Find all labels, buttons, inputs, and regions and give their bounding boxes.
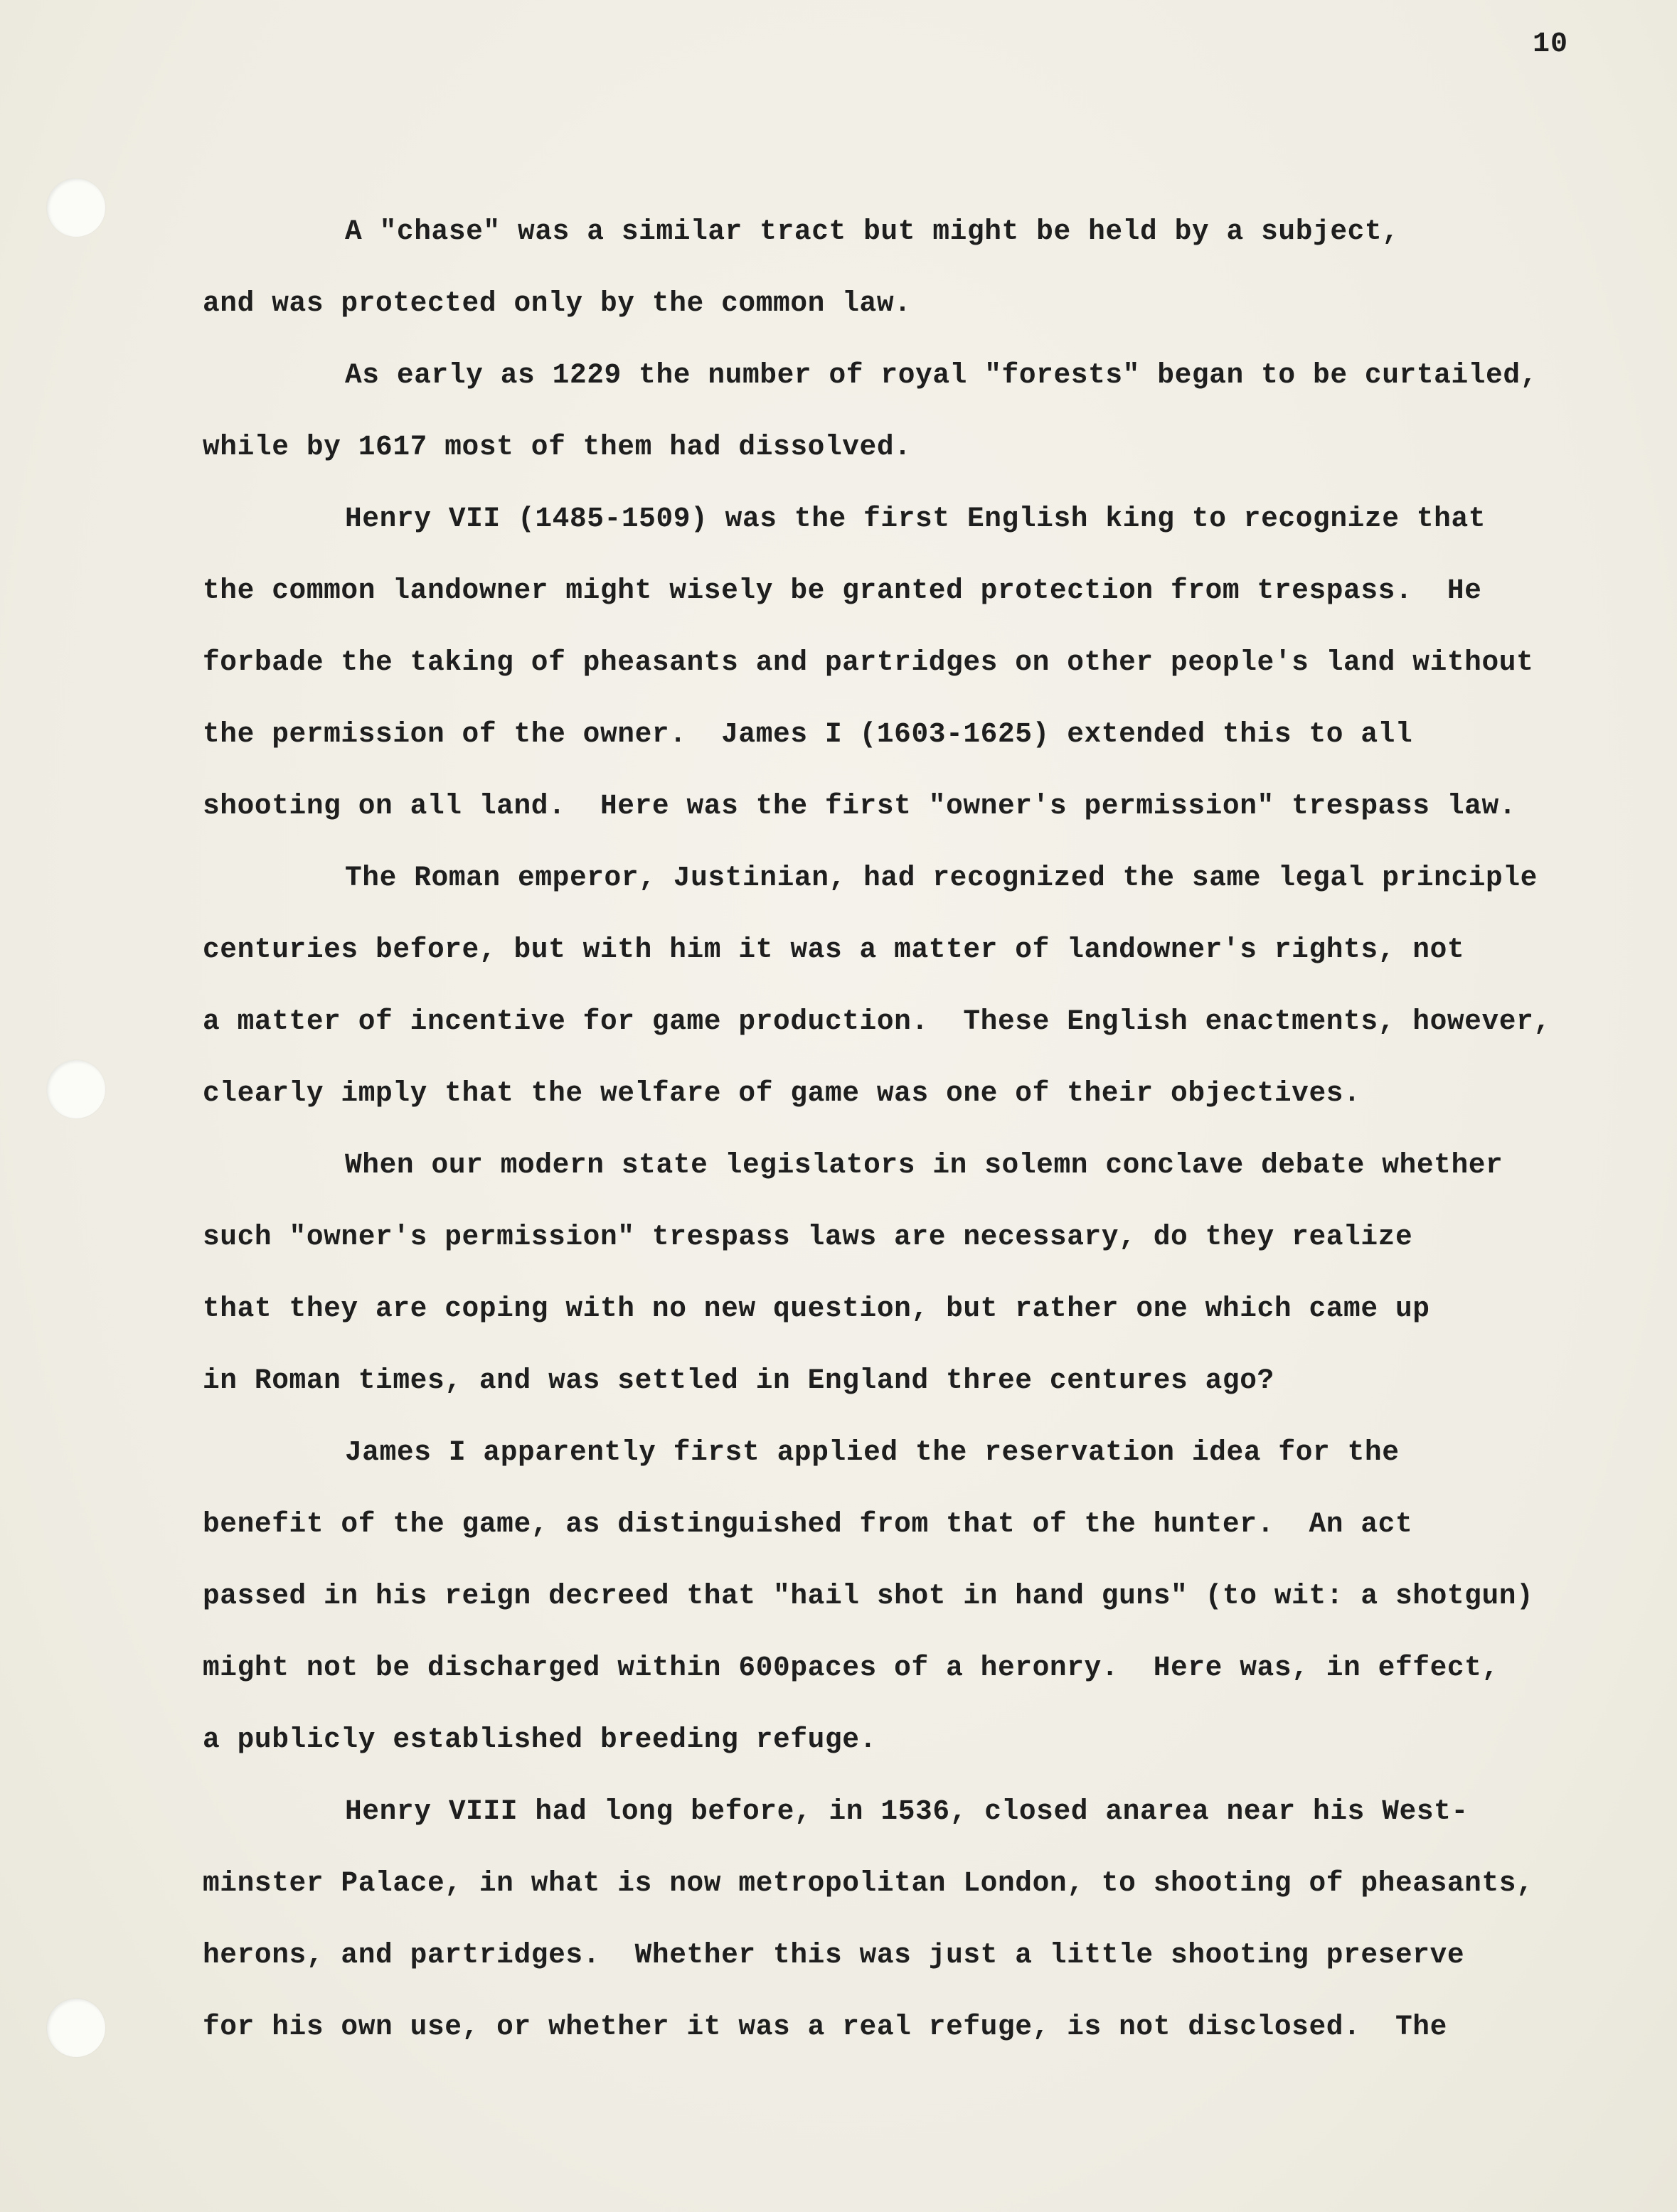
text-line: James I apparently first applied the reservation idea for the [345,1436,1400,1468]
text-line: The Roman emperor, Justinian, had recognized the same legal principle [345,862,1538,894]
body-text [203,206,1597,2073]
text-line: When our modern state legislators in solemn conclave debate whether [345,1149,1503,1181]
text-line: that they are coping with no new question, but rather one which came up [203,1293,1430,1325]
text-line: the permission of the owner. James I (1603-1625) extended this to all [203,718,1413,750]
text-line: while by 1617 most of them had dissolved. [203,431,912,463]
text-line: minster Palace, in what is now metropolitan London, to shooting of pheasants, [203,1867,1534,1899]
text-line: As early as 1229 the number of royal "forests" began to be curtailed, [345,359,1538,391]
text-line: a matter of incentive for game production. These English enactments, however, [203,1005,1551,1037]
text-line: Henry VIII had long before, in 1536, closed anarea near his West- [345,1795,1469,1827]
page-number: 10 [1533,28,1569,60]
text-line: centuries before, but with him it was a matter of landowner's rights, not [203,934,1465,966]
text-line: Henry VII (1485-1509) was the first English king to recognize that [345,503,1486,535]
text-line: for his own use, or whether it was a real refuge, is not disclosed. The [203,2011,1447,2043]
punch-hole-bottom [47,1999,105,2057]
text-line: in Roman times, and was settled in England three centures ago? [203,1364,1274,1396]
text-line: forbade the taking of pheasants and partridges on other people's land without [203,646,1534,678]
text-line: passed in his reign decreed that "hail shot in hand guns" (to wit: a shotgun) [203,1580,1534,1612]
text-line: benefit of the game, as distinguished from that of the hunter. An act [203,1508,1413,1540]
text-line: a publicly established breeding refuge. [203,1724,877,1756]
text-line: and was protected only by the common law. [203,287,912,319]
text-line: such "owner's permission" trespass laws are necessary, do they realize [203,1221,1413,1253]
text-line: A "chase" was a similar tract but might be held by a subject, [345,215,1400,247]
punch-hole-top [47,178,105,237]
text-line: the common landowner might wisely be granted protection from trespass. He [203,575,1482,607]
text-line: might not be discharged within 600paces of a heronry. Here was, in effect, [203,1652,1499,1684]
punch-hole-middle [47,1060,105,1118]
text-line: shooting on all land. Here was the first "owner's permission" trespass law. [203,790,1517,822]
text-line: clearly imply that the welfare of game was one of their objectives. [203,1077,1361,1109]
text-line: herons, and partridges. Whether this was just a little shooting preserve [203,1939,1465,1971]
